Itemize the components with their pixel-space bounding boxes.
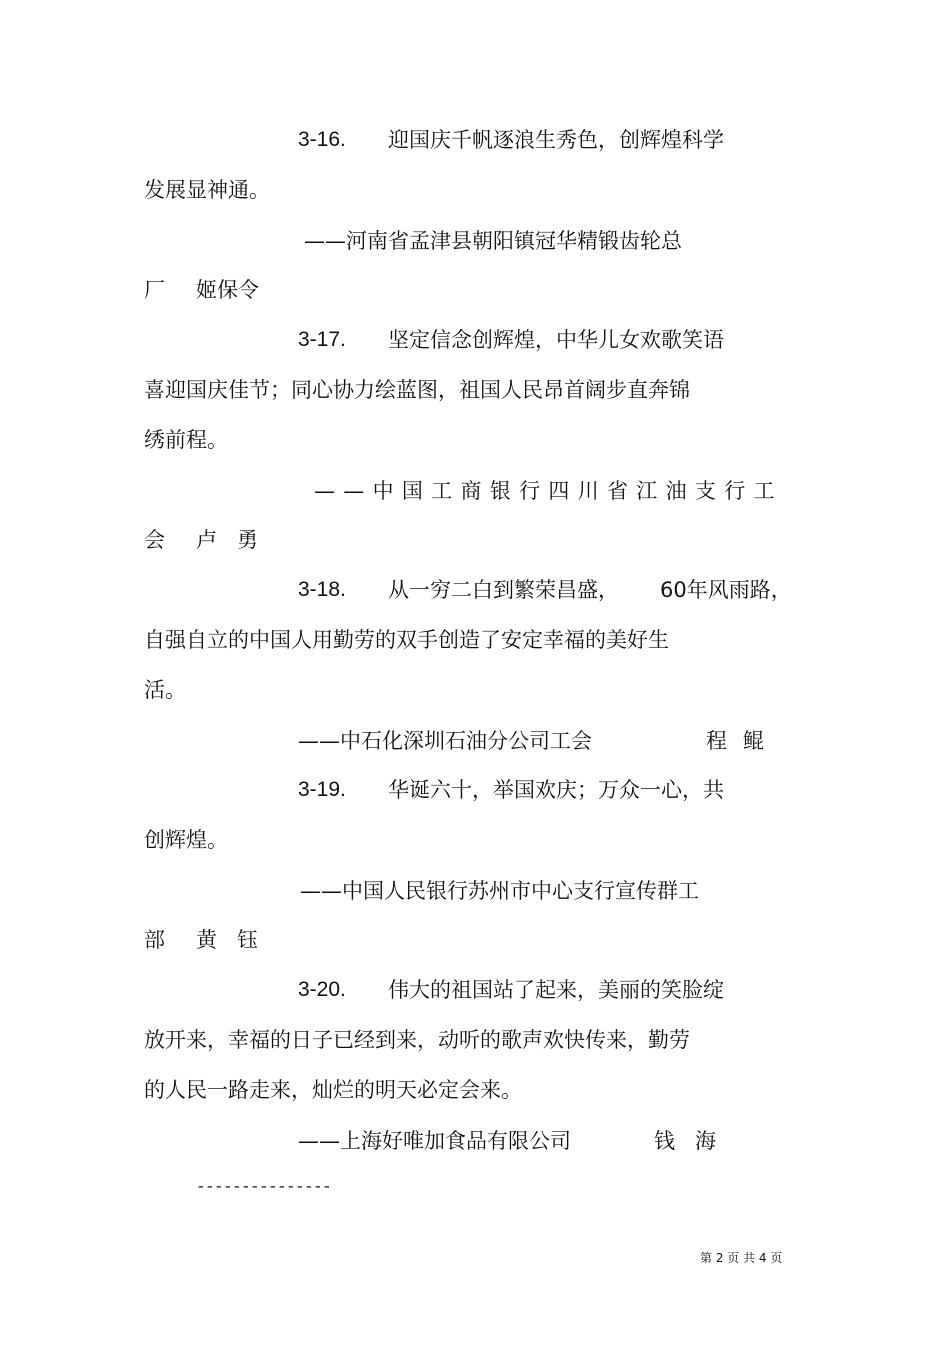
entry-text: 60年风雨路，: [660, 578, 792, 602]
entry-author-org: ——中石化深圳石油分公司工会: [298, 729, 592, 753]
entry-author: ——河南省孟津县朝阳镇冠华精锻齿轮总: [304, 229, 682, 253]
entry-number: 3-19.: [298, 778, 346, 801]
entry-author: ——中国工商银行四川省江油支行工: [314, 479, 783, 503]
entry-author-name: 黄钰: [196, 928, 278, 952]
entry-author-org: ——上海好唯加食品有限公司: [298, 1129, 571, 1153]
entry-author-name: 卢勇: [196, 528, 278, 552]
entry-author-name: 程鲲: [706, 729, 780, 753]
entry-text: 喜迎国庆佳节；同心协力绘蓝图，祖国人民昂首阔步直奔锦: [144, 378, 690, 402]
entry-text: 坚定信念创辉煌，中华儿女欢歌笑语: [388, 328, 724, 352]
entry-author-org: 部: [144, 928, 165, 952]
entry-author-org: 会: [144, 528, 165, 552]
entry-text: 华诞六十，举国欢庆；万众一心，共: [388, 778, 724, 802]
entry-text: 放开来，幸福的日子已经到来，动听的歌声欢快传来，勤劳: [144, 1028, 690, 1052]
entry-number: 3-18.: [298, 578, 346, 601]
entry-author-org: 厂: [144, 278, 165, 302]
entry-number: 3-16.: [298, 128, 346, 151]
page-number: 第 2 页 共 4 页: [700, 1251, 783, 1265]
entry-number: 3-17.: [298, 328, 346, 351]
entry-text: 的人民一路走来，灿烂的明天必定会来。: [144, 1078, 522, 1102]
entry-author-name: 姬保令: [196, 278, 259, 302]
entry-number: 3-20.: [298, 978, 346, 1001]
entry-text: 迎国庆千帆逐浪生秀色，创辉煌科学: [388, 128, 724, 152]
entry-text: 活。: [144, 678, 186, 702]
entry-author: ——中国人民银行苏州市中心支行宣传群工: [300, 879, 699, 903]
entry-author-name: 钱海: [654, 1129, 736, 1153]
separator-line: ---------------: [196, 1178, 332, 1196]
entry-text: 从一穷二白到繁荣昌盛，: [388, 578, 619, 602]
entry-text: 绣前程。: [144, 428, 228, 452]
entry-text: 自强自立的中国人用勤劳的双手创造了安定幸福的美好生: [144, 628, 669, 652]
entry-text: 发展显神通。: [144, 178, 270, 202]
entry-text: 伟大的祖国站了起来，美丽的笑脸绽: [388, 978, 724, 1002]
entry-text: 创辉煌。: [144, 828, 228, 852]
